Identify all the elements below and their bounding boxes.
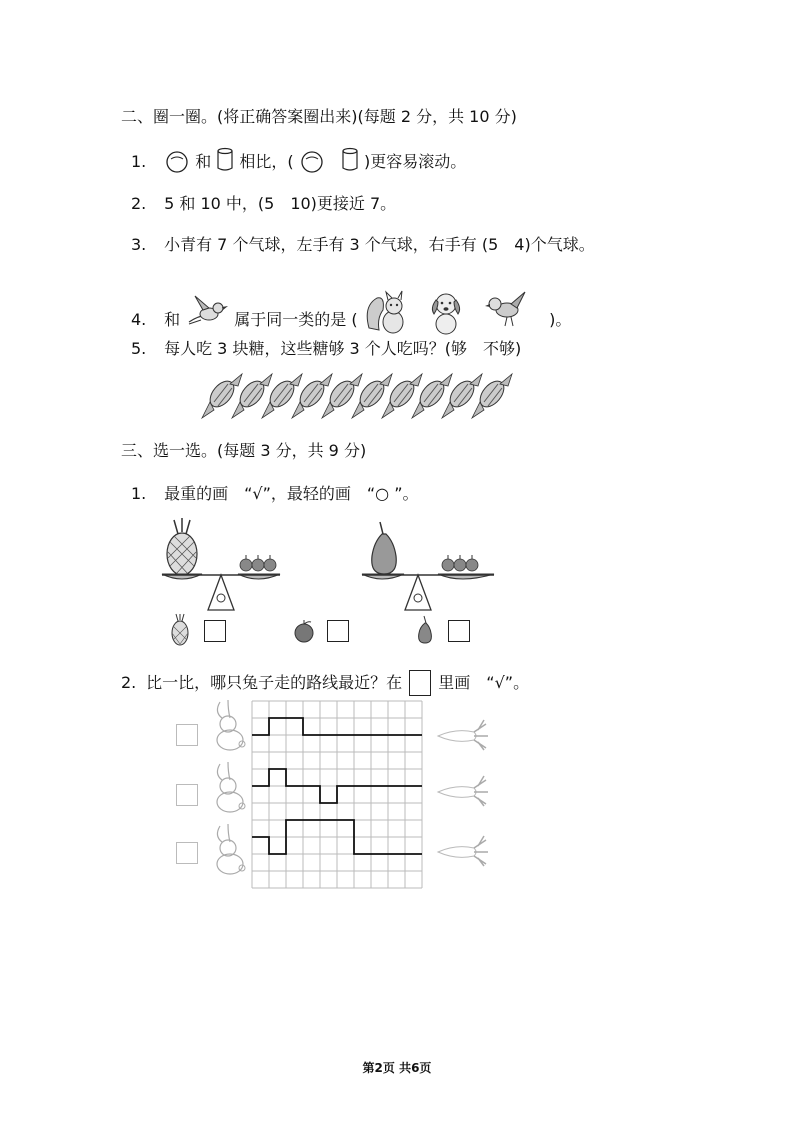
- answer-box-pear[interactable]: [448, 620, 470, 642]
- question-number: 3.: [131, 234, 147, 254]
- pear-icon: [372, 522, 397, 574]
- question-text: 和: [164, 310, 181, 329]
- question-number: 2.: [131, 193, 147, 213]
- question-s3-2: [121, 670, 529, 696]
- question-number: 2.: [121, 673, 137, 692]
- carrot-column: [436, 716, 496, 876]
- route-grid: [252, 701, 428, 877]
- section2-title: 二、圈一圈。(将正确答案圈出来)(每题 2 分，共 10 分): [121, 107, 517, 126]
- question-number: 4.: [131, 310, 147, 329]
- balance-scale-pineapple: [160, 518, 290, 613]
- ball-icon: [164, 151, 190, 173]
- question-text: 属于同一类的是 (: [234, 310, 358, 329]
- bird-icon: [185, 292, 229, 328]
- question-text: )更容易滚动。: [364, 152, 467, 171]
- candy-row: [200, 372, 540, 422]
- rabbit-icon: [217, 762, 245, 812]
- question-text: 和: [195, 152, 212, 171]
- question-3: [131, 234, 595, 255]
- question-number: 1.: [131, 483, 147, 503]
- pineapple-icon: [170, 614, 190, 646]
- bird-icon[interactable]: [485, 288, 531, 332]
- page-footer: 第2页 共6页: [362, 1061, 432, 1075]
- squirrel-icon[interactable]: [363, 288, 413, 336]
- pear-icon: [414, 616, 436, 644]
- question-s3-1: [131, 483, 419, 504]
- carrot-icon: [438, 720, 488, 750]
- question-number: 5.: [131, 338, 147, 358]
- answer-box-apple[interactable]: [327, 620, 349, 642]
- answer-box-rabbit-2[interactable]: [176, 784, 198, 806]
- rabbit-icon: [217, 824, 245, 874]
- carrot-icon: [438, 836, 488, 866]
- answer-box-rabbit-1[interactable]: [176, 724, 198, 746]
- ball-icon[interactable]: [299, 151, 325, 173]
- question-1: [131, 150, 466, 174]
- inline-answer-box: [409, 670, 431, 696]
- question-number: 1.: [131, 152, 147, 171]
- answer-box-pineapple[interactable]: [204, 620, 226, 642]
- carrot-icon: [438, 776, 488, 806]
- balance-scale-pear: [360, 518, 500, 613]
- answer-box-rabbit-3[interactable]: [176, 842, 198, 864]
- rabbit-column: [206, 698, 256, 878]
- question-text: 比一比，哪只兔子走的路线最近？在: [146, 673, 403, 692]
- section3-title: 三、选一选。(每题 3 分，共 9 分): [121, 441, 367, 460]
- question-text: 最重的画 “√”，最轻的画 “○ ”。: [164, 483, 419, 503]
- question-text: )。: [549, 310, 572, 329]
- question-text: 相比，(: [239, 152, 294, 171]
- question-text: 里画 “√”。: [438, 673, 530, 692]
- cylinder-icon[interactable]: [341, 150, 359, 174]
- question-text: 小青有 7 个气球，左手有 3 个气球，右手有 (5 4)个气球。: [164, 234, 595, 254]
- apple-icon: [442, 555, 478, 571]
- apple-icon: [240, 555, 276, 571]
- pineapple-icon: [167, 518, 197, 575]
- apple-icon: [292, 619, 316, 643]
- question-4: [131, 296, 571, 344]
- question-2: [131, 193, 396, 214]
- question-5: [131, 338, 521, 359]
- rabbit-icon: [217, 700, 245, 750]
- cylinder-icon: [216, 150, 234, 174]
- question-text: 5 和 10 中，(5 10)更接近 7。: [164, 193, 397, 213]
- dog-icon[interactable]: [426, 288, 466, 336]
- question-text: 每人吃 3 块糖，这些糖够 3 个人吃吗？(够 不够): [164, 338, 522, 358]
